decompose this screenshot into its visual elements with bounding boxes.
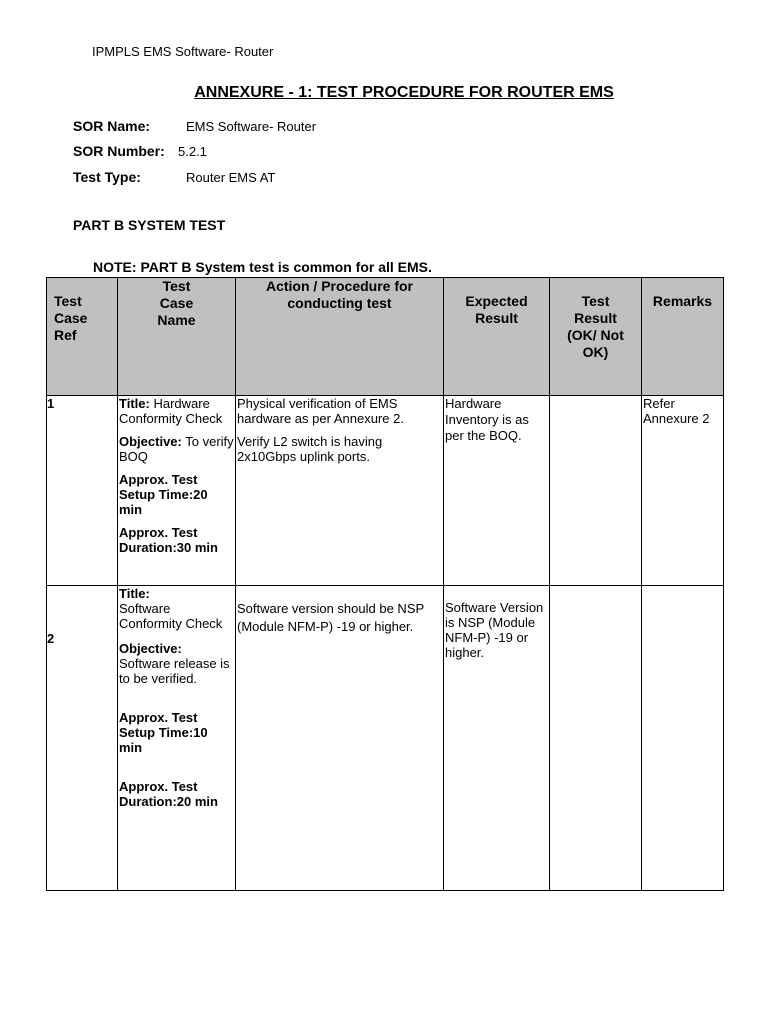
test-type-label: Test Type: <box>73 169 141 185</box>
header-remarks: Remarks <box>642 278 724 396</box>
row-2-objective-value: Software release is to be verified. <box>119 656 230 686</box>
sor-number-label: SOR Number: <box>73 143 165 159</box>
row-1-title-label: Title: <box>119 396 150 411</box>
document-title: ANNEXURE - 1: TEST PROCEDURE FOR ROUTER EMS <box>194 84 614 101</box>
row-2-expected: Software Version is NSP (Module NFM-P) -19 or higher. <box>444 586 550 891</box>
row-2-result <box>550 586 642 891</box>
row-1-objective-label: Objective: <box>119 434 182 449</box>
sor-name-value: EMS Software- Router <box>186 119 317 134</box>
row-1-action-2: Verify L2 switch is having 2x10Gbps uplink ports. <box>237 434 383 464</box>
part-heading: PART B SYSTEM TEST <box>73 217 226 233</box>
sor-name-label: SOR Name: <box>73 118 151 134</box>
header-action-procedure: Action / Procedure for conducting test <box>236 278 444 396</box>
row-1-duration: Approx. Test Duration:30 min <box>119 525 218 555</box>
header-test-case-ref: Test Case Ref <box>47 278 118 396</box>
table-header-row <box>47 278 724 396</box>
row-1-action <box>236 396 444 586</box>
row-1-expected: Hardware Inventory is as per the BOQ. <box>444 396 550 586</box>
test-type-value: Router EMS AT <box>186 170 276 185</box>
note-text: NOTE: PART B System test is common for all EMS. <box>93 259 432 275</box>
row-1-test-case-name <box>118 396 236 586</box>
table-row <box>47 586 724 891</box>
row-2-remarks <box>642 586 724 891</box>
row-2-objective-label: Objective: <box>119 641 182 656</box>
row-1-ref: 1 <box>47 396 118 586</box>
row-2-ref: 2 <box>47 586 118 891</box>
sor-number-value: 5.2.1 <box>178 144 207 159</box>
table-row <box>47 396 724 586</box>
row-1-title-value: Hardware Conformity Check <box>119 396 223 426</box>
header-test-case-name: Test Case Name <box>118 278 236 396</box>
row-1-setup-time: Approx. Test Setup Time:20 min <box>119 472 208 517</box>
row-2-duration: Approx. Test Duration:20 min <box>119 779 218 809</box>
row-2-title-value: Software Conformity Check <box>119 601 223 631</box>
header-expected-result: Expected Result <box>444 278 550 396</box>
row-1-remarks: Refer Annexure 2 <box>642 396 724 586</box>
row-2-test-case-name <box>118 586 236 891</box>
row-2-title-label: Title: <box>119 586 150 601</box>
test-procedure-table <box>46 277 724 891</box>
row-1-action-1: Physical verification of EMS hardware as per Annexure 2. <box>237 396 404 426</box>
header-test-result: Test Result (OK/ Not OK) <box>550 278 642 396</box>
row-1-result <box>550 396 642 586</box>
row-2-action: Software version should be NSP (Module NFM-P) -19 or higher. <box>236 586 444 891</box>
row-1-objective-value: To verify BOQ <box>119 434 234 464</box>
row-2-setup-time: Approx. Test Setup Time:10 min <box>119 710 208 755</box>
running-header: IPMPLS EMS Software- Router <box>92 44 274 59</box>
